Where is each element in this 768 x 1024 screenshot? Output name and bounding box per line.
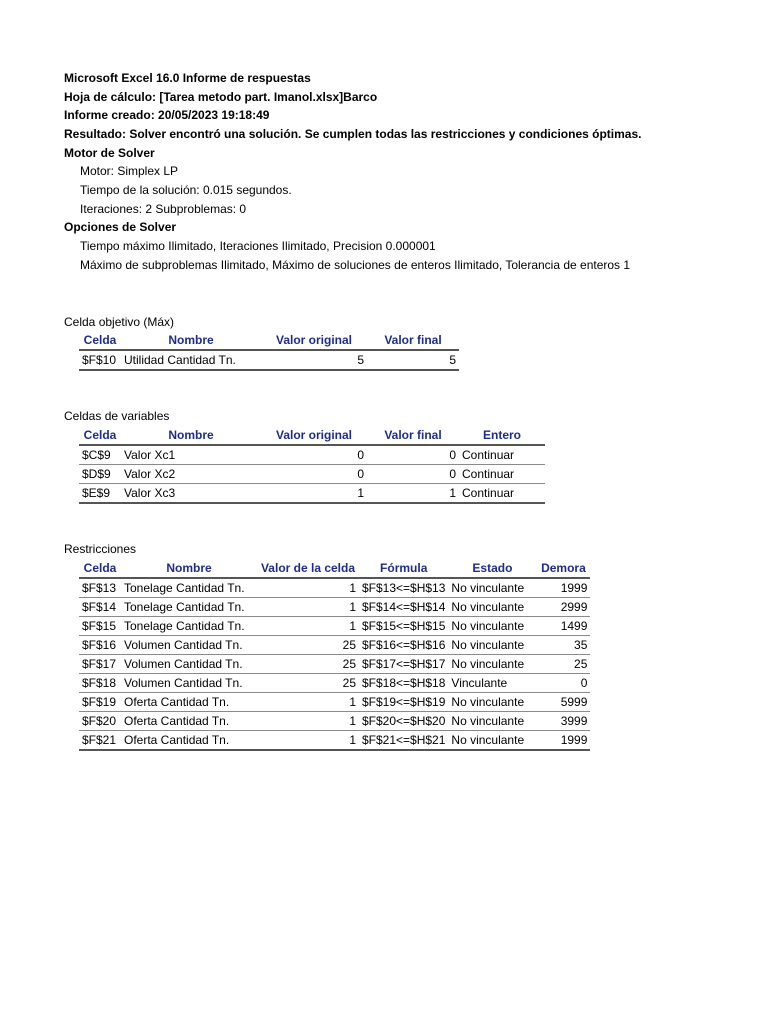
cell-name: Volumen Cantidad Tn. — [121, 674, 257, 693]
cell-status: Vinculante — [448, 674, 536, 693]
variables-header-row — [79, 426, 545, 445]
cell-value: 1 — [257, 598, 359, 617]
solver-options-heading: Opciones de Solver — [64, 220, 177, 234]
cell-final: 0 — [367, 445, 459, 465]
cell-ref: $F$14 — [79, 598, 121, 617]
options-line-2: Máximo de subproblemas Ilimitado, Máximo de soluciones de enteros Ilimitado, Tolerancia de enteros 1 — [80, 258, 631, 272]
cell-name: Valor Xc1 — [121, 445, 261, 465]
table-row — [79, 445, 545, 465]
objective-header-row — [79, 331, 459, 350]
col-header: Nombre — [121, 331, 261, 350]
cell-ref: $F$20 — [79, 712, 121, 731]
cell-name: Volumen Cantidad Tn. — [121, 655, 257, 674]
cell-final: 0 — [367, 465, 459, 484]
cell-original: 0 — [261, 465, 367, 484]
worksheet-line: Hoja de cálculo: [Tarea metodo part. Imanol.xlsx]Barco — [64, 90, 378, 104]
cell-ref: $F$10 — [79, 350, 121, 370]
cell-slack: 1999 — [536, 731, 590, 751]
created-line: Informe creado: 20/05/2023 19:18:49 — [64, 108, 270, 122]
cell-slack: 1499 — [536, 617, 590, 636]
cell-integer: Continuar — [459, 465, 545, 484]
cell-value: 1 — [257, 578, 359, 598]
cell-name: Oferta Cantidad Tn. — [121, 712, 257, 731]
cell-integer: Continuar — [459, 445, 545, 465]
cell-ref: $C$9 — [79, 445, 121, 465]
cell-formula: $F$21<=$H$21 — [359, 731, 448, 751]
cell-status: No vinculante — [448, 578, 536, 598]
variables-table — [79, 426, 545, 504]
cell-integer: Continuar — [459, 484, 545, 504]
objective-table — [79, 331, 459, 371]
iterations-line: Iteraciones: 2 Subproblemas: 0 — [80, 202, 247, 216]
col-header: Valor final — [367, 331, 459, 350]
table-row — [79, 731, 590, 751]
cell-slack: 3999 — [536, 712, 590, 731]
report-title: Microsoft Excel 16.0 Informe de respuestas — [64, 71, 311, 85]
table-row — [79, 617, 590, 636]
table-row — [79, 712, 590, 731]
constraints-header-row — [79, 559, 590, 578]
variables-section-title: Celdas de variables — [64, 409, 170, 423]
col-header: Entero — [459, 426, 545, 445]
cell-value: 25 — [257, 636, 359, 655]
col-header: Valor de la celda — [257, 559, 359, 578]
table-row — [79, 693, 590, 712]
cell-slack: 25 — [536, 655, 590, 674]
engine-line: Motor: Simplex LP — [80, 164, 179, 178]
cell-final: 1 — [367, 484, 459, 504]
cell-name: Valor Xc3 — [121, 484, 261, 504]
table-row — [79, 465, 545, 484]
cell-ref: $F$16 — [79, 636, 121, 655]
constraints-section-title: Restricciones — [64, 542, 137, 556]
cell-status: No vinculante — [448, 655, 536, 674]
cell-ref: $F$21 — [79, 731, 121, 751]
solver-engine-heading: Motor de Solver — [64, 146, 155, 160]
col-header: Nombre — [121, 559, 257, 578]
table-row — [79, 674, 590, 693]
constraints-table — [79, 559, 590, 751]
col-header: Estado — [448, 559, 536, 578]
cell-slack: 35 — [536, 636, 590, 655]
col-header: Nombre — [121, 426, 261, 445]
cell-status: No vinculante — [448, 598, 536, 617]
cell-ref: $D$9 — [79, 465, 121, 484]
cell-slack: 1999 — [536, 578, 590, 598]
cell-name: Oferta Cantidad Tn. — [121, 731, 257, 751]
col-header: Valor original — [261, 426, 367, 445]
cell-value: 1 — [257, 693, 359, 712]
cell-formula: $F$16<=$H$16 — [359, 636, 448, 655]
cell-value: 25 — [257, 674, 359, 693]
result-line: Resultado: Solver encontró una solución. Se cumplen todas las restricciones y condiciones óptimas. — [64, 127, 642, 141]
cell-status: No vinculante — [448, 712, 536, 731]
cell-final: 5 — [367, 350, 459, 370]
cell-value: 1 — [257, 731, 359, 751]
col-header: Valor final — [367, 426, 459, 445]
cell-name: Tonelage Cantidad Tn. — [121, 617, 257, 636]
table-row — [79, 578, 590, 598]
cell-status: No vinculante — [448, 731, 536, 751]
cell-value: 1 — [257, 712, 359, 731]
cell-formula: $F$20<=$H$20 — [359, 712, 448, 731]
cell-name: Oferta Cantidad Tn. — [121, 693, 257, 712]
table-row — [79, 655, 590, 674]
col-header: Fórmula — [359, 559, 448, 578]
cell-name: Tonelage Cantidad Tn. — [121, 598, 257, 617]
cell-ref: $F$15 — [79, 617, 121, 636]
cell-status: No vinculante — [448, 636, 536, 655]
cell-slack: 2999 — [536, 598, 590, 617]
cell-original: 5 — [261, 350, 367, 370]
table-row — [79, 350, 459, 370]
col-header: Celda — [79, 331, 121, 350]
cell-slack: 0 — [536, 674, 590, 693]
cell-value: 25 — [257, 655, 359, 674]
objective-section-title: Celda objetivo (Máx) — [64, 315, 175, 329]
cell-ref: $F$13 — [79, 578, 121, 598]
cell-name: Tonelage Cantidad Tn. — [121, 578, 257, 598]
cell-name: Valor Xc2 — [121, 465, 261, 484]
cell-status: No vinculante — [448, 617, 536, 636]
col-header: Celda — [79, 559, 121, 578]
table-row — [79, 484, 545, 504]
cell-status: No vinculante — [448, 693, 536, 712]
cell-value: 1 — [257, 617, 359, 636]
options-line-1: Tiempo máximo Ilimitado, Iteraciones Ilimitado, Precision 0.000001 — [80, 239, 436, 253]
cell-original: 1 — [261, 484, 367, 504]
cell-formula: $F$15<=$H$15 — [359, 617, 448, 636]
table-row — [79, 636, 590, 655]
cell-formula: $F$19<=$H$19 — [359, 693, 448, 712]
cell-name: Volumen Cantidad Tn. — [121, 636, 257, 655]
cell-ref: $F$19 — [79, 693, 121, 712]
cell-ref: $F$17 — [79, 655, 121, 674]
time-line: Tiempo de la solución: 0.015 segundos. — [80, 183, 292, 197]
cell-formula: $F$17<=$H$17 — [359, 655, 448, 674]
col-header: Demora — [536, 559, 590, 578]
cell-slack: 5999 — [536, 693, 590, 712]
col-header: Valor original — [261, 331, 367, 350]
col-header: Celda — [79, 426, 121, 445]
cell-name: Utilidad Cantidad Tn. — [121, 350, 261, 370]
cell-ref: $F$18 — [79, 674, 121, 693]
cell-ref: $E$9 — [79, 484, 121, 504]
cell-original: 0 — [261, 445, 367, 465]
cell-formula: $F$13<=$H$13 — [359, 578, 448, 598]
cell-formula: $F$14<=$H$14 — [359, 598, 448, 617]
cell-formula: $F$18<=$H$18 — [359, 674, 448, 693]
table-row — [79, 598, 590, 617]
